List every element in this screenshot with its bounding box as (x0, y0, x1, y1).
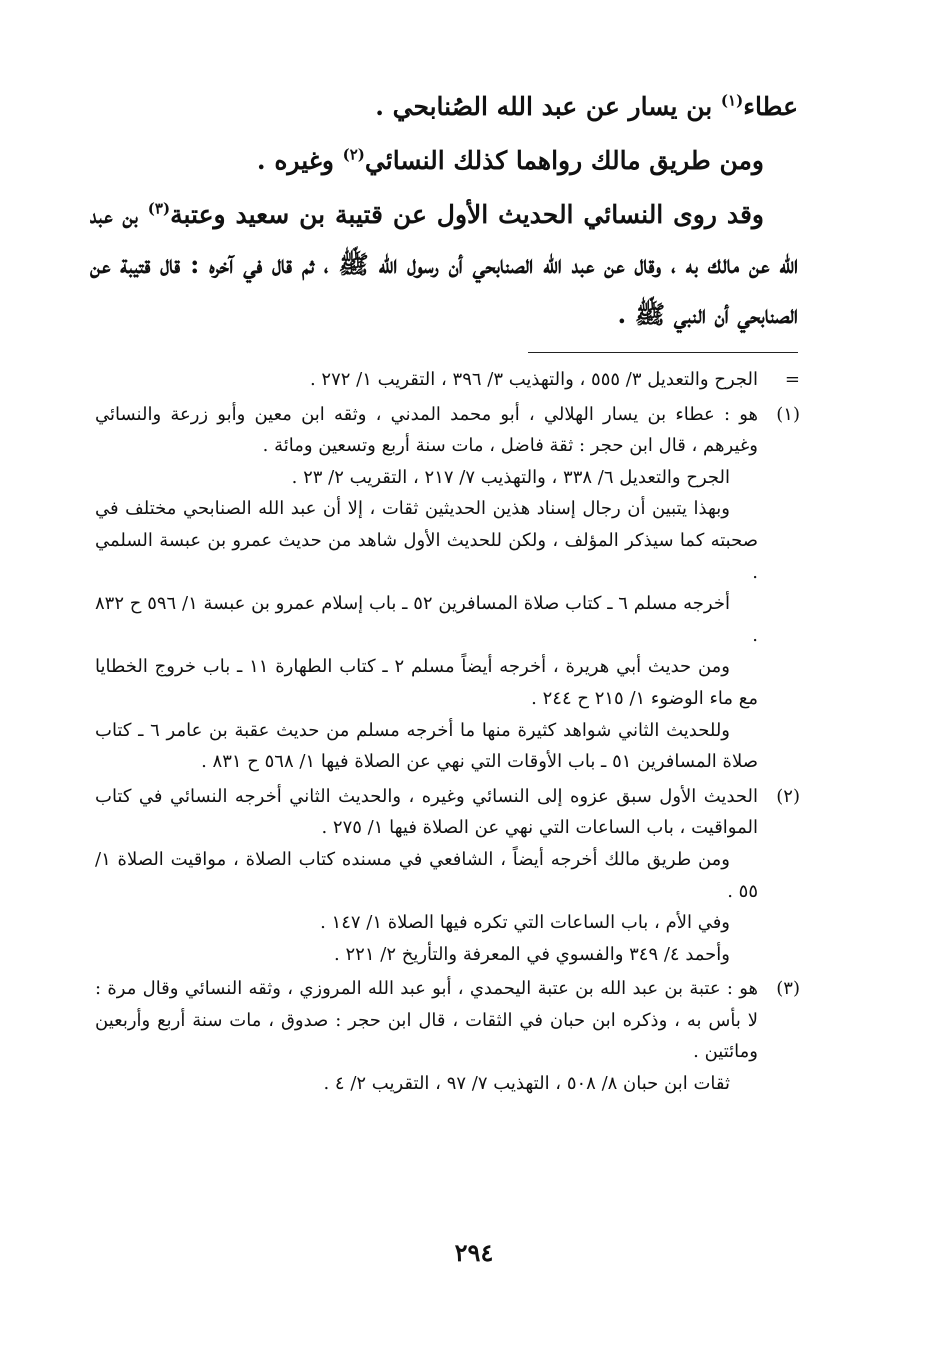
main-p2-after: وغيره . (256, 146, 334, 175)
footnote-ref-2[interactable]: (٢) (342, 145, 365, 164)
footnote-number-2: (٢) (776, 785, 800, 807)
main-paragraph-1 (90, 82, 798, 132)
footnote-line: ومن طريق مالك أخرجه أيضاً ، الشافعي في مسنده كتاب الصلاة ، مواقيت الصلاة ١/ ٥٥ . (95, 848, 758, 902)
footnote-line: وأحمد ٤/ ٣٤٩ والفسوي في المعرفة والتأريخ ٢/ ٢٢١ . (334, 943, 730, 965)
footnote-line: الجرح والتعديل ٣/ ٥٥٥ ، والتهذيب ٣/ ٣٩٦ ، التقريب ١/ ٢٧٢ . (309, 369, 758, 390)
footnotes (95, 364, 808, 1103)
footnote-line: ثقات ابن حبان ٨/ ٥٠٨ ، التهذيب ٧/ ٩٧ ، التقريب ٢/ ٤ . (323, 1073, 730, 1095)
footnote-line: وفي الأم ، باب الساعات التي تكره فيها الصلاة ١/ ١٤٧ . (320, 912, 730, 934)
footnote-line: الحديث الأول سبق عزوه إلى النسائي وغيره ، والحديث الثاني أخرجه النسائي في كتاب المواقيت ، باب الساعات التي نهي عن الصلاة فيها ١/ ٢٧٥ . (95, 785, 758, 839)
main-paragraph-2 (90, 136, 798, 186)
footnote-separator (528, 352, 798, 353)
main-text (90, 82, 798, 344)
main-p3-before: وقد روى النسائي الحديث الأول عن قتيبة بن سعيد وعتبة (170, 200, 764, 229)
footnote-ref-1[interactable]: (١) (720, 91, 744, 110)
footnote-ref-3[interactable]: (٣) (147, 199, 171, 218)
main-paragraph-3 (90, 190, 798, 340)
footnote-3 (95, 973, 808, 1099)
footnote-2 (95, 781, 808, 971)
footnote-line: أخرجه مسلم ٦ ـ كتاب صلاة المسافرين ٥٢ ـ باب إسلام عمرو بن عبسة ١/ ٥٩٦ ح ٨٣٢ . (95, 593, 758, 646)
footnote-carryover (95, 364, 808, 396)
footnote-number-3: (٣) (776, 978, 800, 1000)
footnote-number-1: (١) (776, 403, 800, 425)
footnote-1 (95, 399, 808, 778)
carryover-mark: = (784, 369, 800, 390)
footnote-line: وللحديث الثاني شواهد كثيرة منها ما أخرجه مسلم من حديث عقبة بن عامر ٦ ـ كتاب صلاة المسافرين ٥١ ـ باب الأوقات التي نهي عن الصلاة فيها ١/ ٥٦٨ ح ٨٣١ . (95, 719, 758, 773)
footnote-line: وبهذا يتبين أن رجال إسناد هذين الحديثين ثقات ، إلا أن عبد الله الصنابحي مختلف في صحبته كما سيذكر المؤلف ، ولكن للحديث الأول شاهد من حديث عمرو بن عبسة السلمي . (95, 498, 758, 583)
main-p1-after: بن يسار عن عبد الله الصُنابحي . (375, 92, 713, 121)
footnote-line: هو : عطاء بن يسار الهلالي ، أبو محمد المدني ، وثقه ابن معين وأبو زرعة والنسائي وغيرهم ، قال ابن حجر : ثقة فاضل ، مات سنة أربع وتسعين ومائة . (95, 403, 758, 457)
main-p3-after: بن عبد الله عن مالك به ، وقال عن عبد الله الصنابحي أن رسول الله ﷺ ، ثم قال في آخره : قال قتيبة عن الصنابحي أن النبي ﷺ . (90, 200, 798, 329)
page-number: ٢٩٤ (454, 1238, 494, 1267)
main-p2-before: ومن طريق مالك رواهما كذلك النسائي (364, 146, 764, 175)
footnote-line: هو : عتبة بن عبد الله بن عتبة اليحمدي ، أبو عبد الله المروزي ، وثقه النسائي وقال مرة : لا بأس به ، وذكره ابن حبان في الثقات ، قال ابن حجر : صدوق ، مات سنة أربع وأربعين ومائتين . (95, 978, 758, 1063)
footnote-line: ومن حديث أبي هريرة ، أخرجه أيضاً مسلم ٢ ـ كتاب الطهارة ١١ ـ باب خروج الخطايا مع ماء الوضوء ١/ ٢١٥ ح ٢٤٤ . (95, 656, 758, 709)
footnote-line: الجرح والتعديل ٦/ ٣٣٨ ، والتهذيب ٧/ ٢١٧ ، التقريب ٢/ ٢٣ . (291, 466, 730, 488)
main-p1-before: عطاء (743, 92, 798, 121)
